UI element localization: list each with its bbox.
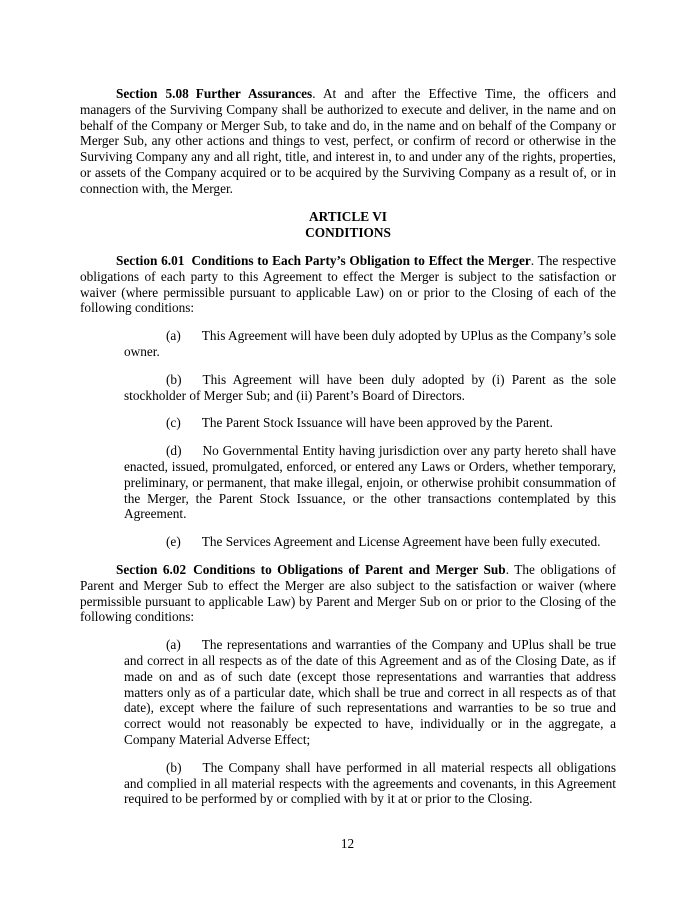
list-item <box>124 372 616 404</box>
list-item <box>124 443 616 522</box>
article-title: CONDITIONS <box>305 224 391 240</box>
section-number: Section 5.08 <box>116 86 189 101</box>
page-number: 12 <box>340 836 355 852</box>
list-item-text: The Company shall have performed in all material respects all obligations and complied in all material respects with the agreements and covenants, in this Agreement required to be performed by or complied with by it at or prior to the Closing. <box>124 759 616 807</box>
list-item-label: (d) <box>166 443 182 459</box>
list-item-label: (b) <box>166 759 182 775</box>
paragraph-section-508 <box>80 86 616 197</box>
list-item <box>124 328 616 360</box>
section-body-text: . At and after the Effective Time, the officers and managers of the Surviving Company shall be authorized to execute and deliver, in the name and on behalf of the Company or Merger Sub, to take and do, in the name and on behalf of the Company or Merger Sub, any other actions and things to vest, perfect, or confirm of record or otherwise in the Surviving Company any and all right, title, and interest in, to and under any of the rights, properties, or assets of the Company acquired or to be acquired by the Surviving Company as a result of, or in connection with, the Merger. <box>80 86 616 196</box>
list-item-label: (a) <box>166 328 181 344</box>
list-item-text: This Agreement will have been duly adopted by UPlus as the Company’s sole owner. <box>124 328 616 359</box>
section-title: Conditions to Obligations of Parent and Merger Sub <box>193 561 506 577</box>
list-item <box>124 760 616 807</box>
section-title: Further Assurances <box>195 86 313 101</box>
section-body-text: . The obligations of Parent and Merger Sub to effect the Merger are also subject to the satisfaction or waiver (where permissible pursuant to applicable Law) by Parent and Merger Sub on or prior to the Closing of the following conditions: <box>80 561 617 625</box>
section-number: Section 6.02 <box>116 561 187 577</box>
list-item <box>124 534 616 550</box>
article-number: ARTICLE VI <box>309 208 387 224</box>
list-item <box>124 415 616 431</box>
list-item-label: (e) <box>166 534 181 550</box>
list-item-label: (b) <box>166 371 182 387</box>
list-item-text: The representations and warranties of the Company and UPlus shall be true and correct in all respects as of the date of this Agreement and as of the Closing Date, as if made on and as of such date (except those representations and warranties that address matters only as of a particular date, which shall be true and correct in all respects as of that date), except where the failure of such representations and warranties to be so true and correct would not reasonably be expected to have, individually or in the aggregate, a Company Material Adverse Effect; <box>124 637 616 747</box>
list-item <box>124 637 616 748</box>
list-item-text: No Governmental Entity having jurisdiction over any party hereto shall have enacted, issued, promulgated, enforced, or entered any Laws or Orders, whether temporary, preliminary, or permanent, that make illegal, enjoin, or otherwise prohibit consummation of the Merger, the Parent Stock Issuance, or the other transactions contemplated by this Agreement. <box>124 443 616 522</box>
article-heading <box>80 209 616 241</box>
section-title: Conditions to Each Party’s Obligation to Effect the Merger <box>191 252 531 268</box>
section-body-text: . The respective obligations of each party to this Agreement to effect the Merger is subject to the satisfaction or waiver (where permissible pursuant to applicable Law) on or prior to the Closing of each of the following conditions: <box>80 252 616 316</box>
paragraph-section-602 <box>80 562 616 625</box>
list-item-text: The Services Agreement and License Agreement have been fully executed. <box>201 534 601 550</box>
paragraph-section-601 <box>80 253 616 316</box>
list-item-label: (a) <box>166 637 181 653</box>
section-number: Section 6.01 <box>116 252 185 268</box>
list-item-text: The Parent Stock Issuance will have been approved by the Parent. <box>201 415 553 431</box>
list-item-text: This Agreement will have been duly adopted by (i) Parent as the sole stockholder of Merger Sub; and (ii) Parent’s Board of Directors. <box>124 371 616 403</box>
list-item-label: (c) <box>166 415 181 431</box>
